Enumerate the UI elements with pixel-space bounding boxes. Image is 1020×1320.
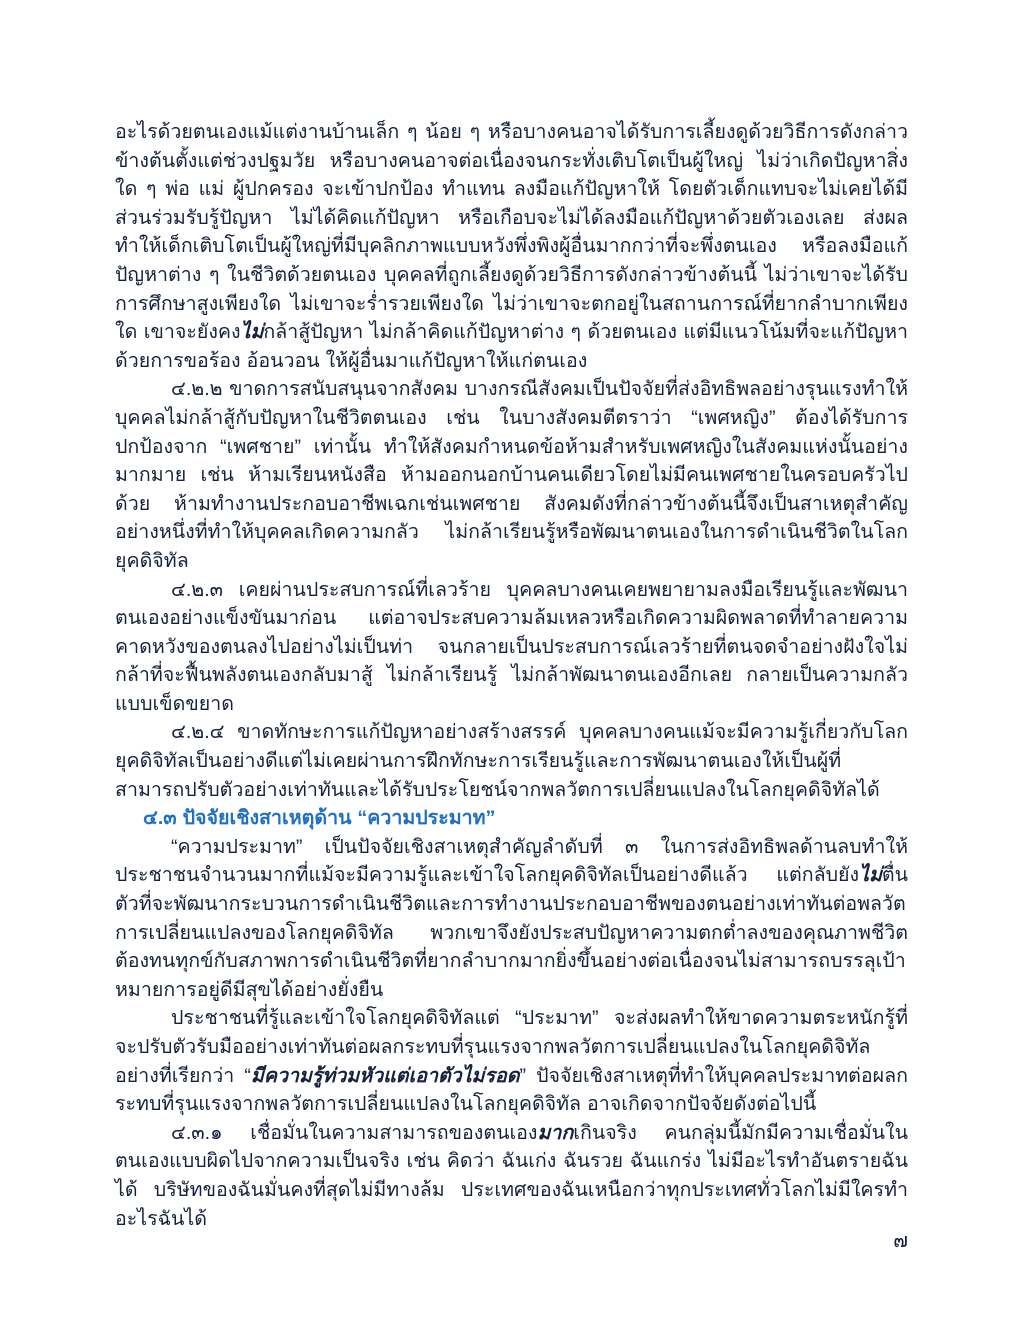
paragraph-6-text-after: ” ปัจจัยเชิงสาเหตุที่ทำให้บุคคลประมาทต่อผลกระทบที่รุนแรงจากพลวัตการเปลี่ยนแปลงในโลกยุคดิจิทัล อาจเกิดจากปัจจัยดังต่อไปนี้ <box>115 1064 908 1116</box>
paragraph-2 <box>115 375 908 575</box>
paragraph-6 <box>115 1004 908 1118</box>
paragraph-4 <box>115 718 908 804</box>
paragraph-1-text: อะไรด้วยตนเองแม้แต่งานบ้านเล็ก ๆ น้อย ๆ หรือบางคนอาจได้รับการเลี้ยงดูด้วยวิธีการดังกล่าวข้างต้นตั้งแต่ช่วงปฐมวัย หรือบางคนอาจต่อเนื่องจนกระทั่งเติบโตเป็นผู้ใหญ่ ไม่ว่าเกิดปัญหาสิ่งใด ๆ พ่อ แม่ ผู้ปกครอง จะเข้าปกป้อง ทำแทน ลงมือแก้ปัญหาให้ โดยตัวเด็กแทบจะไม่เคยได้มีส่วนร่วมรับรู้ปัญหา ไม่ได้คิดแก้ปัญหา หรือเกือบจะไม่ได้ลงมือแก้ปัญหาด้วยตัวเองเลย ส่งผลทำให้เด็กเติบโตเป็นผู้ใหญ่ที่มีบุคลิกภาพแบบหวังพึ่งพิงผู้อื่นมากกว่าที่จะพึ่งตนเอง หรือลงมือแก้ปัญหาต่าง ๆ ในชีวิตด้วยตนเอง บุคคลที่ถูกเลี้ยงดูด้วยวิธีการดังกล่าวข้างต้นนี้ ไม่ว่าเขาจะได้รับการศึกษาสูงเพียงใด ไม่เขาจะร่ำรวยเพียงใด ไม่ว่าเขาจะตกอยู่ในสถานการณ์ที่ยากลำบากเพียงใด เขาจะยังคง <box>115 121 908 344</box>
paragraph-5-text-before: “ความประมาท” เป็นปัจจัยเชิงสาเหตุสำคัญลำดับที่ ๓ ในการส่งอิทธิพลด้านลบทำให้ประชาชนจำนวนมากที่แม้จะมีความรู้และเข้าใจโลกยุคดิจิทัลเป็นอย่างดีแล้ว แต่กลับยัง <box>115 835 908 887</box>
paragraph-1-text-after: กล้าสู้ปัญหา ไม่กล้าคิดแก้ปัญหาต่าง ๆ ด้วยตนเอง แต่มีแนวโน้มที่จะแก้ปัญหาด้วยการขอร้อง อ้อนวอน ให้ผู้อื่นมาแก้ปัญหาให้แก่ตนเอง <box>115 321 908 372</box>
paragraph-5-emphasis: ไม่ <box>859 864 882 887</box>
paragraph-4-text: ๔.๒.๔ ขาดทักษะการแก้ปัญหาอย่างสร้างสรรค์ บุคคลบางคนแม้จะมีความรู้เกี่ยวกับโลกยุคดิจิทัลเป็นอย่างดีแต่ไม่เคยผ่านการฝึกทักษะการเรียนรู้และการพัฒนาตนเองให้เป็นผู้ที่สามารถปรับตัวอย่างเท่าทันและได้รับประโยชน์จากพลวัตการเปลี่ยนแปลงในโลกยุคดิจิทัลได้ <box>115 721 908 801</box>
paragraph-6-text-before: ประชาชนที่รู้และเข้าใจโลกยุคดิจิทัลแต่ “ประมาท” จะส่งผลทำให้ขาดความตระหนักรู้ที่จะปรับตัวรับมืออย่างเท่าทันต่อผลกระทบที่รุนแรงจากพลวัตการเปลี่ยนแปลงในโลกยุคดิจิทัล อย่างที่เรียกว่า “ <box>115 1007 908 1087</box>
paragraph-7-text-after: เกินจริง คนกลุ่มนี้มักมีความเชื่อมั่นในตนเองแบบผิดไปจากความเป็นจริง เช่น คิดว่า ฉันเก่ง ฉันรวย ฉันแกร่ง ไม่มีอะไรทำอันตรายฉันได้ บริษัทของฉันมั่นคงที่สุดไม่มีทางล้ม ประเทศของฉันเหนือกว่าทุกประเทศทั่วโลกไม่มีใครทำอะไรฉันได้ <box>115 1121 908 1230</box>
page-number: ๗ <box>893 1230 908 1253</box>
paragraph-1-emphasis: ไม่ <box>240 321 264 344</box>
section-heading-4-3: ๔.๓ ปัจจัยเชิงสาเหตุด้าน “ความประมาท” <box>143 807 496 830</box>
paragraph-1 <box>115 118 908 375</box>
document-body <box>115 118 908 1233</box>
paragraph-7-emphasis: มาก <box>537 1121 574 1144</box>
paragraph-7 <box>115 1119 908 1233</box>
paragraph-7-text-before: ๔.๓.๑ เชื่อมั่นในความสามารถของตนเอง <box>171 1121 538 1144</box>
paragraph-5 <box>115 833 908 1005</box>
paragraph-5-text-after: ตื่นตัวที่จะพัฒนากระบวนการดำเนินชีวิตและการทำงานประกอบอาชีพของตนอย่างเท่าทันต่อพลวัตการเปลี่ยนแปลงของโลกยุคดิจิทัล พวกเขาจึงยังประสบปัญหาความตกต่ำลงของคุณภาพชีวิต ต้องทนทุกข์กับสภาพการดำเนินชีวิตที่ยากลำบากมากยิ่งขึ้นอย่างต่อเนื่องจนไม่สามารถบรรลุเป้าหมายการอยู่ดีมีสุขได้อย่างยั่งยืน <box>115 864 908 1001</box>
paragraph-3-text: ๔.๒.๓ เคยผ่านประสบการณ์ที่เลวร้าย บุคคลบางคนเคยพยายามลงมือเรียนรู้และพัฒนาตนเองอย่างแข็งขันมาก่อน แต่อาจประสบความล้มเหลวหรือเกิดความผิดพลาดที่ทำลายความคาดหวังของตนลงไปอย่างไม่เป็นท่า จนกลายเป็นประสบการณ์เลวร้ายที่ตนจดจำอย่างฝังใจไม่กล้าที่จะฟื้นพลังตนเองกลับมาสู้ ไม่กล้าเรียนรู้ ไม่กล้าพัฒนาตนเองอีกเลย กลายเป็นความกลัวแบบเข็ดขยาด <box>115 578 908 715</box>
paragraph-6-emphasis: มีความรู้ท่วมหัวแต่เอาตัวไม่รอด <box>250 1064 520 1087</box>
paragraph-2-text: ๔.๒.๒ ขาดการสนับสนุนจากสังคม บางกรณีสังคมเป็นปัจจัยที่ส่งอิทธิพลอย่างรุนแรงทำให้บุคคลไม่กล้าสู้กับปัญหาในชีวิตตนเอง เช่น ในบางสังคมตีตราว่า “เพศหญิง” ต้องได้รับการปกป้องจาก “เพศชาย” เท่านั้น ทำให้สังคมกำหนดข้อห้ามสำหรับเพศหญิงในสังคมแห่งนั้นอย่างมากมาย เช่น ห้ามเรียนหนังสือ ห้ามออกนอกบ้านคนเดียวโดยไม่มีคนเพศชายในครอบครัวไปด้วย ห้ามทำงานประกอบอาชีพเฉกเช่นเพศชาย สังคมดังที่กล่าวข้างต้นนี้จึงเป็นสาเหตุสำคัญอย่างหนึ่งที่ทำให้บุคคลเกิดความกลัว ไม่กล้าเรียนรู้หรือพัฒนาตนเองในการดำเนินชีวิตในโลกยุคดิจิทัล <box>115 378 908 572</box>
paragraph-3 <box>115 576 908 719</box>
